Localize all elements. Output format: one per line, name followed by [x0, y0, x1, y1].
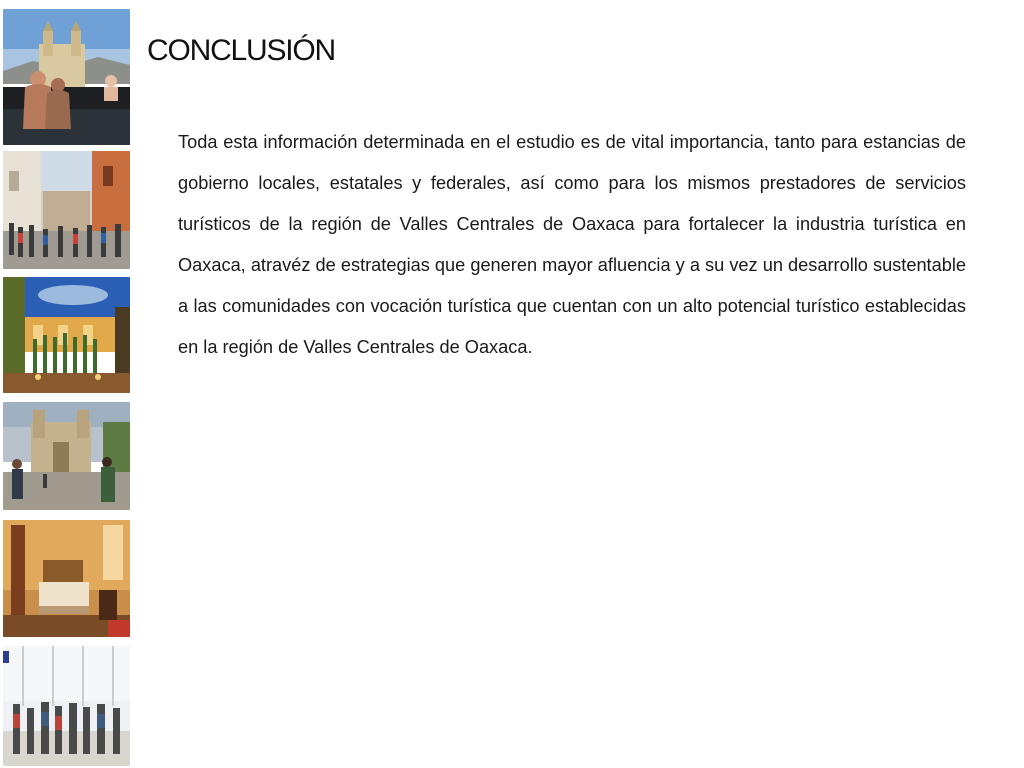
photo-tourists-pool-church: [3, 9, 130, 145]
photo-tourists-church: [3, 402, 130, 510]
photo-arcade-walkers: [3, 646, 130, 766]
photo-courtyard-cacti: [3, 277, 130, 393]
photo-hotel-room: [3, 520, 130, 637]
photo-pedestrian-street: [3, 151, 130, 269]
slide-title: CONCLUSIÓN: [147, 34, 336, 67]
conclusion-paragraph: Toda esta información determinada en el estudio es de vital importancia, tanto para estancias de gobierno locales, estatales y federales, así como para los mismos prestadores de servicios turísticos de la región de Valles Centrales de Oaxaca para fortalecer la industria turística en Oaxaca, atravéz de estrategias que generen mayor afluencia y a su vez un desarrollo sustentable a las comunidades con vocación turística que cuentan con un alto potencial turístico establecidas en la región de Valles Centrales de Oaxaca.: [178, 132, 966, 357]
